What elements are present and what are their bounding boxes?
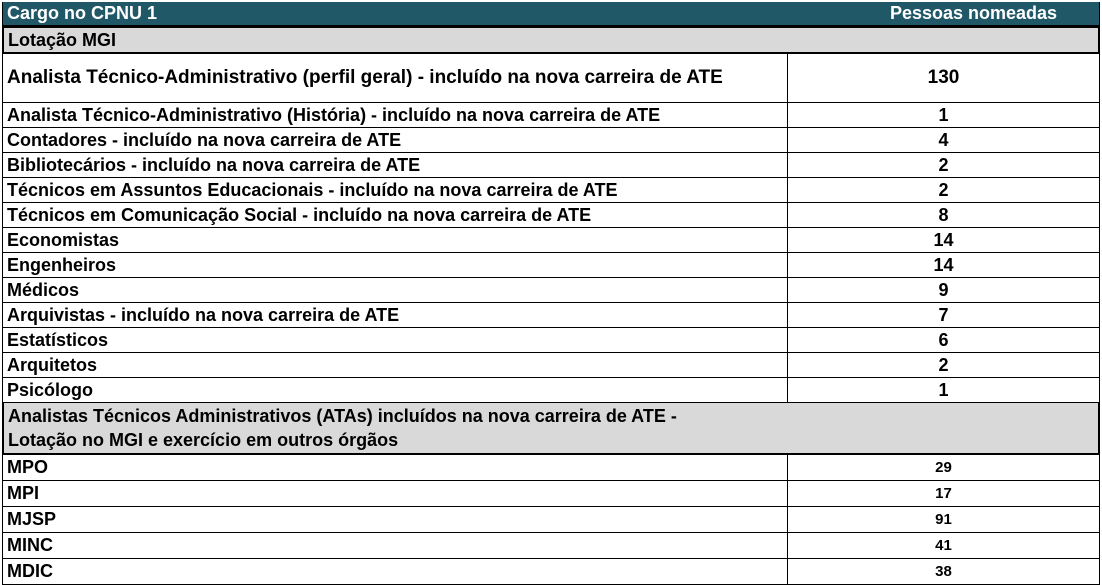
cargo-cell: Engenheiros: [3, 253, 788, 277]
cargo-cell: Médicos: [3, 278, 788, 302]
pessoas-cell: 4: [938, 129, 949, 150]
table-row: [2, 481, 1100, 507]
cargo-cell: Estatísticos: [3, 328, 788, 352]
pessoas-cell: 2: [938, 179, 949, 200]
table-row: [2, 507, 1100, 533]
cargo-cell: Técnicos em Comunicação Social - incluído na nova carreira de ATE: [3, 203, 788, 227]
table-row: [2, 153, 1100, 178]
pessoas-cell: 17: [935, 485, 952, 502]
table-row: [2, 378, 1100, 403]
pessoas-cell: 8: [938, 204, 949, 225]
pessoas-cell: 38: [935, 563, 952, 580]
pessoas-cell: 2: [938, 354, 949, 375]
table-row: [2, 353, 1100, 378]
pessoas-cell: 7: [938, 304, 949, 325]
pessoas-cell: 130: [927, 67, 960, 88]
cargo-cell: Bibliotecários - incluído na nova carreira de ATE: [3, 153, 788, 177]
header-cargo: Cargo no CPNU 1: [7, 3, 158, 23]
cargo-cell: Arquivistas - incluído na nova carreira de ATE: [3, 303, 788, 327]
table-row: [2, 228, 1100, 253]
cargo-cell: Psicólogo: [3, 378, 788, 402]
pessoas-cell: 9: [938, 279, 949, 300]
table-row: [2, 54, 1100, 103]
table-row: [2, 253, 1100, 278]
cargo-cell: Técnicos em Assuntos Educacionais - incluído na nova carreira de ATE: [3, 178, 788, 202]
section-title-line1: Analistas Técnicos Administrativos (ATAs) incluídos na nova carreira de ATE -: [8, 406, 677, 426]
table-row: [2, 455, 1100, 481]
pessoas-cell: 14: [933, 229, 954, 250]
header-pessoas: Pessoas nomeadas: [889, 3, 1058, 23]
cargo-cell: Contadores - incluído na nova carreira de ATE: [3, 128, 788, 152]
table-row: [2, 278, 1100, 303]
pessoas-cell: 6: [938, 329, 949, 350]
cargo-cell: Economistas: [3, 228, 788, 252]
table-row: [2, 559, 1100, 585]
pessoas-cell: 1: [938, 379, 949, 400]
table-header: [2, 2, 1100, 26]
cargo-cell: MINC: [3, 533, 788, 558]
cargo-cell: Arquitetos: [3, 353, 788, 377]
section-title-line2: Lotação no MGI e exercício em outros órgãos: [8, 430, 399, 450]
pessoas-cell: 1: [938, 104, 949, 125]
section-atas-outros-orgaos: [2, 403, 1100, 455]
pessoas-cell: 91: [935, 511, 952, 528]
table-row: [2, 328, 1100, 353]
table-row: [2, 303, 1100, 328]
table-row: [2, 128, 1100, 153]
cargo-cell: MPI: [3, 481, 788, 506]
pessoas-cell: 41: [935, 537, 952, 554]
cargo-cell: MDIC: [3, 559, 788, 584]
cargo-cell: MJSP: [3, 507, 788, 532]
nominations-table: [2, 2, 1100, 585]
pessoas-cell: 29: [935, 459, 952, 476]
cargo-cell: MPO: [3, 455, 788, 480]
section-lotacao-mgi: Lotação MGI: [2, 26, 1100, 54]
table-row: [2, 178, 1100, 203]
table-row: [2, 533, 1100, 559]
table-row: [2, 203, 1100, 228]
cargo-cell: Analista Técnico-Administrativo (História) - incluído na nova carreira de ATE: [3, 103, 788, 127]
pessoas-cell: 2: [938, 154, 949, 175]
cargo-cell: Analista Técnico-Administrativo (perfil geral) - incluído na nova carreira de ATE: [3, 54, 788, 102]
table-row: [2, 103, 1100, 128]
pessoas-cell: 14: [933, 254, 954, 275]
